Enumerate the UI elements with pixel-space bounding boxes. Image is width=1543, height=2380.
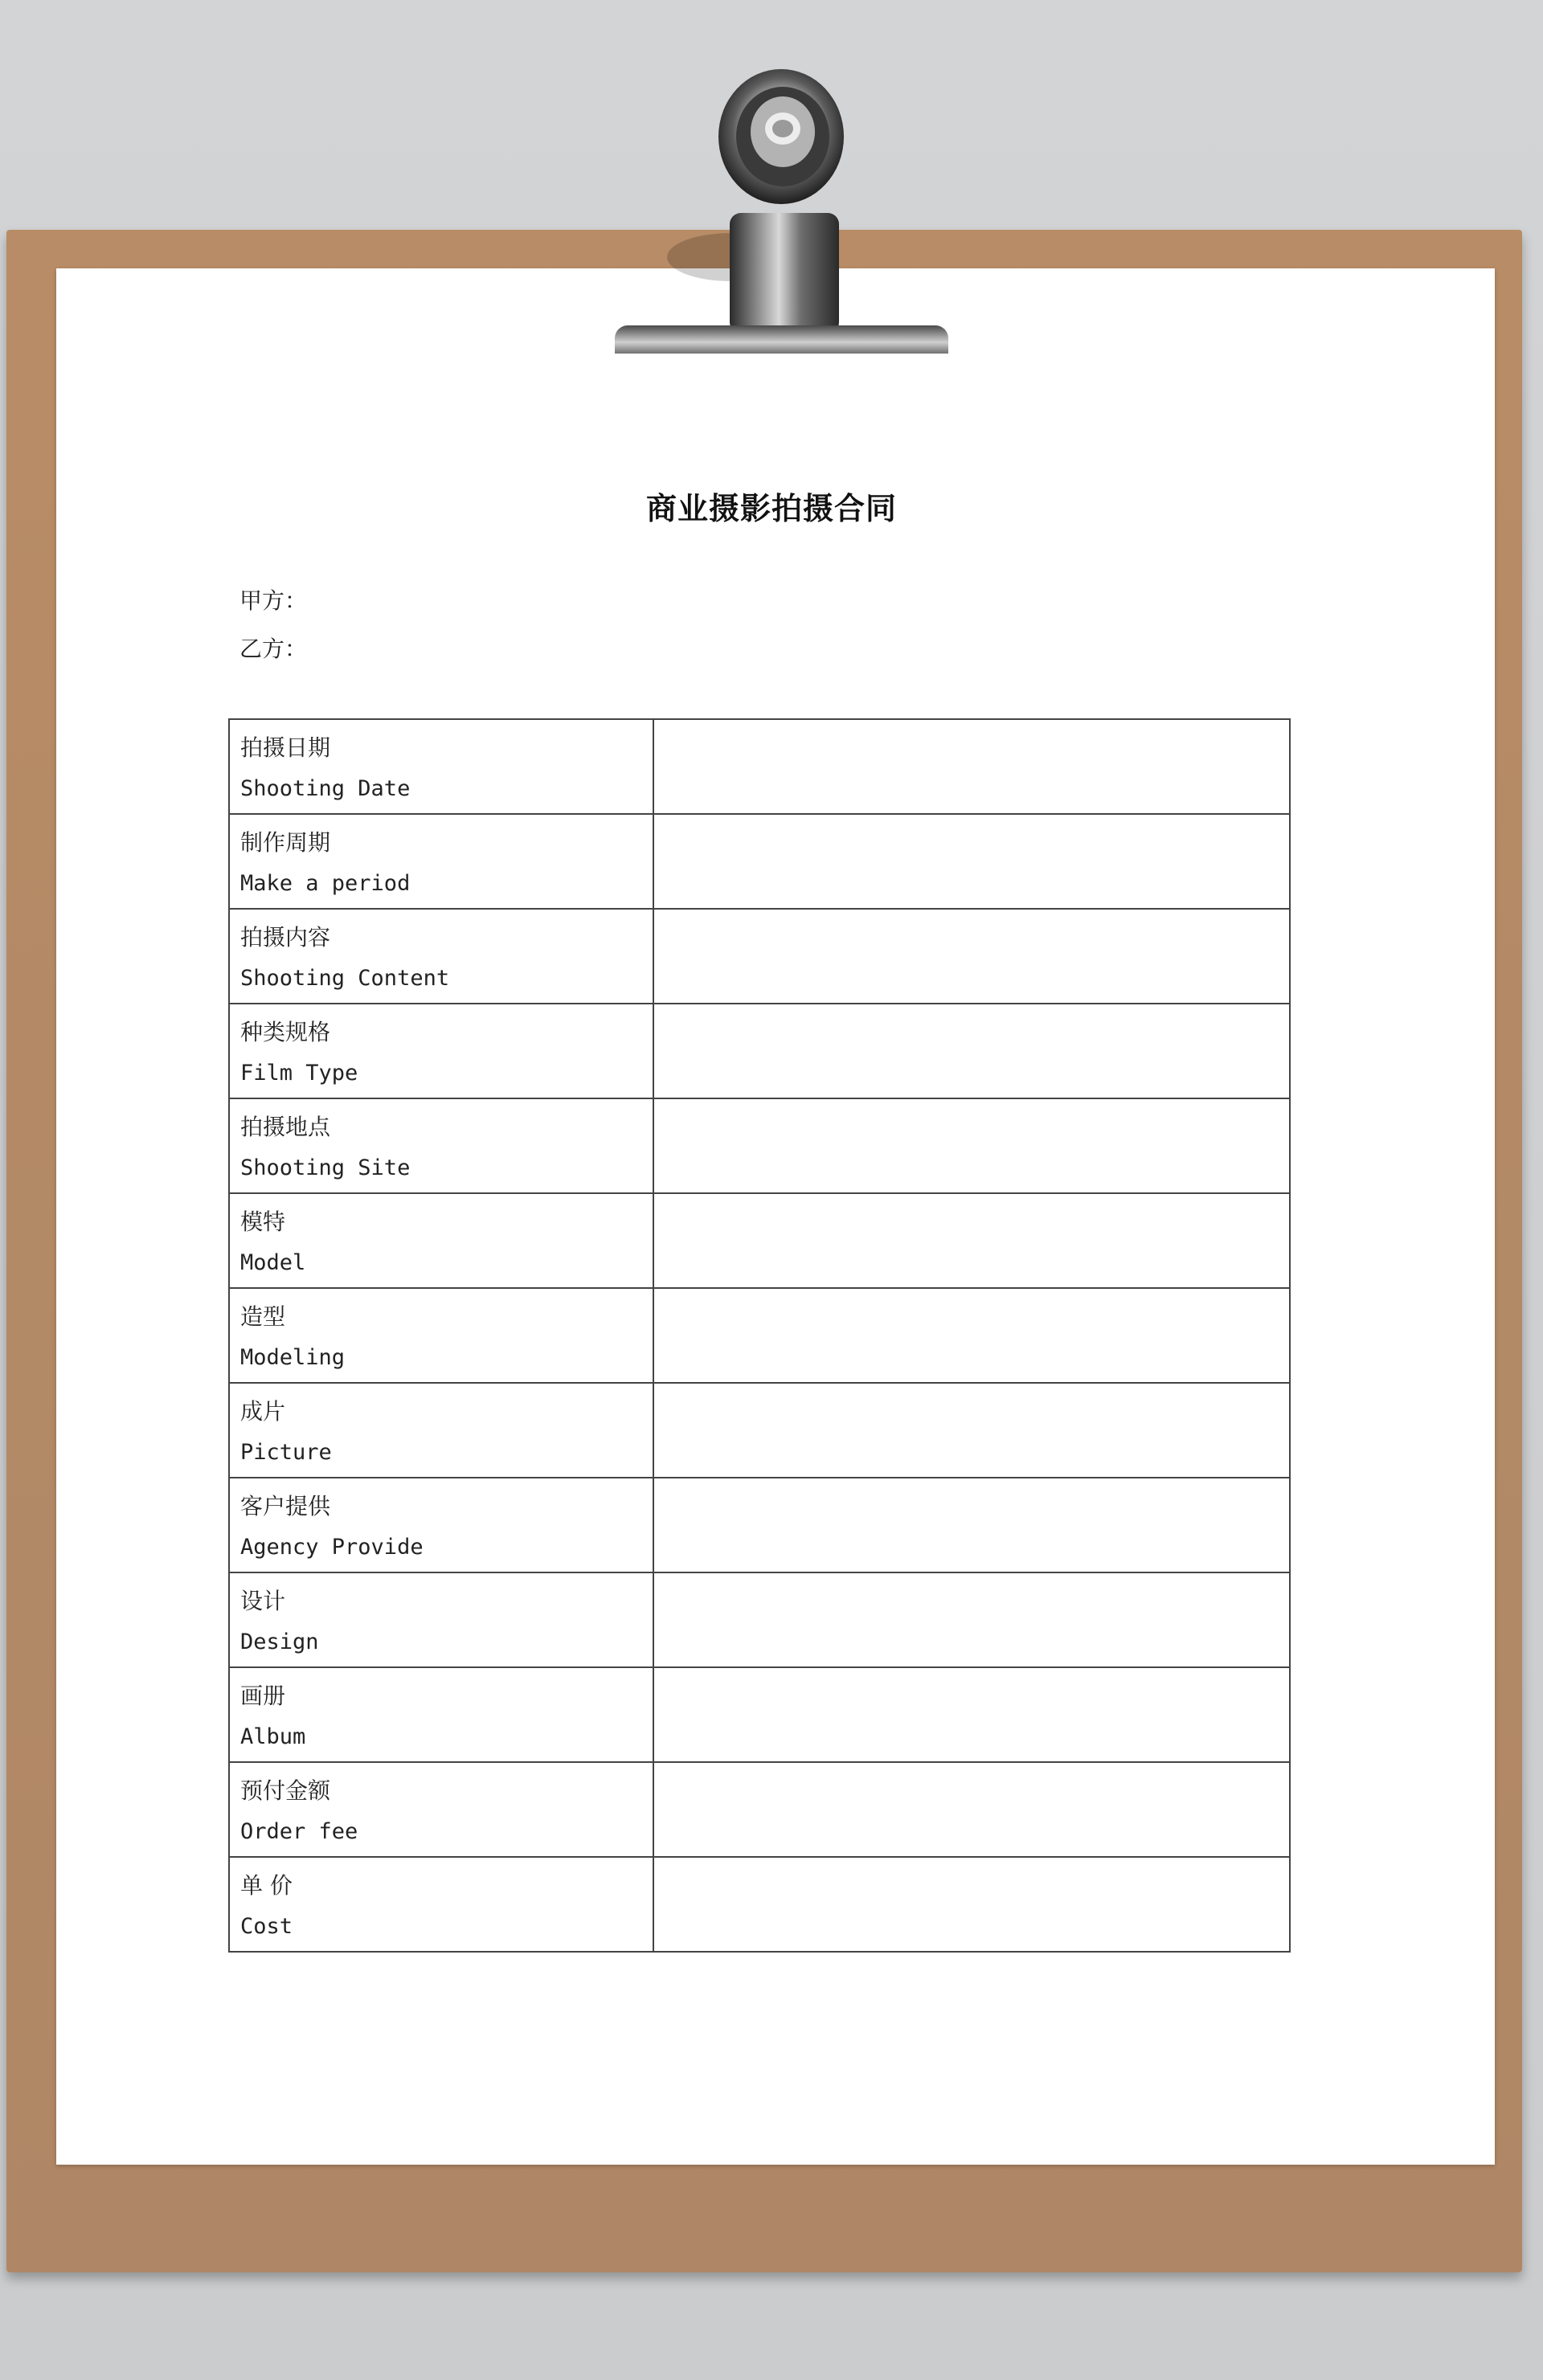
field-label-chinese: 拍摄内容: [240, 924, 331, 951]
field-label-chinese: 拍摄日期: [240, 734, 331, 761]
field-label-english: Design: [240, 1630, 319, 1654]
field-label-english: Shooting Content: [240, 966, 450, 991]
field-label-chinese: 制作周期: [240, 829, 331, 856]
party-b-label: 乙方：: [239, 636, 308, 662]
field-label-english: Film Type: [240, 1061, 358, 1086]
table-row: [229, 1478, 1290, 1572]
table-row: [229, 909, 1290, 1004]
field-label-english: Agency Provide: [240, 1535, 424, 1560]
field-value-cell[interactable]: [653, 1478, 1290, 1572]
table-row: [229, 814, 1290, 909]
field-label-cell: [229, 1762, 653, 1857]
table-row: [229, 1098, 1290, 1193]
field-label-english: Order fee: [240, 1819, 358, 1844]
field-label-chinese: 成片: [240, 1398, 286, 1425]
field-value-cell[interactable]: [653, 1667, 1290, 1762]
table-row: [229, 1762, 1290, 1857]
contract-details-table: [228, 718, 1291, 1953]
field-label-chinese: 拍摄地点: [240, 1114, 331, 1140]
field-label-chinese: 种类规格: [240, 1019, 331, 1045]
party-a-label: 甲方：: [239, 587, 308, 614]
field-label-cell: [229, 719, 653, 814]
field-label-cell: [229, 1193, 653, 1288]
field-label-chinese: 客户提供: [240, 1493, 331, 1519]
field-value-cell[interactable]: [653, 909, 1290, 1004]
field-label-english: Album: [240, 1724, 306, 1749]
field-label-english: Make a period: [240, 871, 411, 896]
table-row: [229, 1004, 1290, 1098]
field-label-cell: [229, 1004, 653, 1098]
field-value-cell[interactable]: [653, 1098, 1290, 1193]
field-label-chinese: 设计: [240, 1588, 286, 1614]
field-label-cell: [229, 814, 653, 909]
field-label-cell: [229, 1478, 653, 1572]
field-value-cell[interactable]: [653, 1383, 1290, 1478]
field-label-cell: [229, 1857, 653, 1952]
table-row: [229, 719, 1290, 814]
field-label-chinese: 单 价: [240, 1872, 293, 1899]
field-label-english: Cost: [240, 1914, 293, 1939]
binder-clip-icon: [579, 48, 964, 354]
field-value-cell[interactable]: [653, 1193, 1290, 1288]
field-label-cell: [229, 1098, 653, 1193]
field-label-english: Shooting Date: [240, 776, 411, 801]
table-row: [229, 1667, 1290, 1762]
table-row: [229, 1857, 1290, 1952]
field-value-cell[interactable]: [653, 1572, 1290, 1667]
field-value-cell[interactable]: [653, 719, 1290, 814]
field-value-cell[interactable]: [653, 1004, 1290, 1098]
field-label-chinese: 造型: [240, 1303, 286, 1330]
field-label-cell: [229, 1572, 653, 1667]
field-label-cell: [229, 1667, 653, 1762]
field-value-cell[interactable]: [653, 1288, 1290, 1383]
table-row: [229, 1193, 1290, 1288]
field-label-english: Shooting Site: [240, 1155, 411, 1180]
field-label-chinese: 画册: [240, 1683, 286, 1709]
field-value-cell[interactable]: [653, 814, 1290, 909]
table-row: [229, 1288, 1290, 1383]
table-row: [229, 1383, 1290, 1478]
field-label-chinese: 预付金额: [240, 1777, 331, 1804]
field-label-chinese: 模特: [240, 1208, 286, 1235]
field-label-cell: [229, 1383, 653, 1478]
field-label-cell: [229, 1288, 653, 1383]
contract-title: 商业摄影拍摄合同: [645, 491, 897, 526]
table-row: [229, 1572, 1290, 1667]
field-label-english: Picture: [240, 1440, 332, 1465]
field-value-cell[interactable]: [653, 1762, 1290, 1857]
field-label-english: Modeling: [240, 1345, 346, 1370]
field-label-cell: [229, 909, 653, 1004]
field-label-english: Model: [240, 1250, 306, 1275]
field-value-cell[interactable]: [653, 1857, 1290, 1952]
